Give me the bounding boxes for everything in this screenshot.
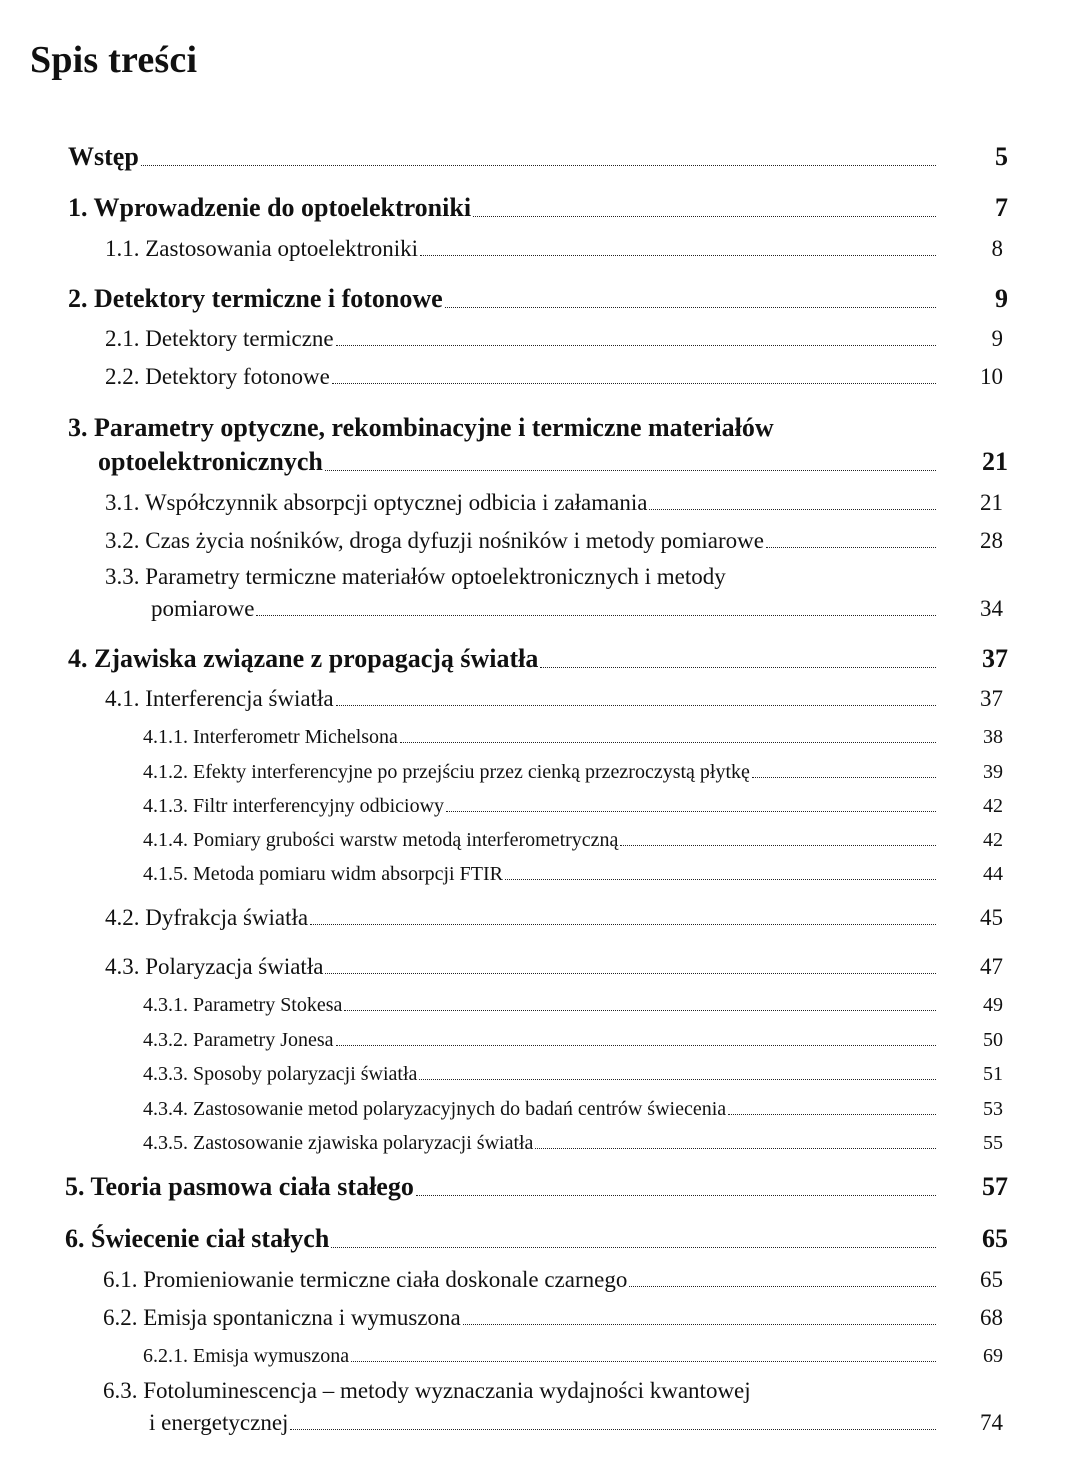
toc-entry[interactable]	[143, 1052, 1003, 1086]
leader-dots	[620, 845, 936, 846]
leader-dots	[344, 1010, 936, 1011]
leader-dots	[629, 1286, 936, 1287]
toc-entry[interactable]	[143, 1121, 1003, 1155]
toc-entry[interactable]	[143, 750, 1003, 784]
toc-entry[interactable]	[103, 1259, 1003, 1293]
toc-page-number: 69	[983, 1345, 1003, 1367]
toc-page-number: 65	[980, 1267, 1003, 1292]
leader-dots	[336, 1045, 936, 1046]
leader-dots	[336, 705, 936, 706]
toc-entry-label: 4.3. Polaryzacja światła	[105, 954, 324, 979]
toc-page-number: 42	[983, 795, 1003, 817]
toc-entry-label-line1: 6.3. Fotoluminescencja – metody wyznaczania wydajności kwantowej	[103, 1378, 751, 1403]
toc-page-number: 50	[983, 1029, 1003, 1051]
toc-entry-label: optoelektronicznych	[98, 447, 323, 476]
toc-page-number: 55	[983, 1132, 1003, 1154]
toc-page-number: 10	[980, 364, 1003, 389]
leader-dots	[332, 383, 936, 384]
toc-entry-label: 2.1. Detektory termiczne	[105, 326, 334, 351]
toc-entry[interactable]	[105, 228, 1003, 262]
leader-dots	[649, 509, 936, 510]
toc-entry[interactable]	[105, 564, 1003, 622]
toc-page-number: 51	[983, 1063, 1003, 1085]
toc-page-number: 7	[995, 193, 1008, 222]
leader-dots	[325, 470, 936, 471]
toc-entry-label: 4.1. Interferencja światła	[105, 686, 334, 711]
toc-page-number: 38	[983, 726, 1003, 748]
toc-entry-label-line1: 3.3. Parametry termiczne materiałów optoelektronicznych i metody	[105, 564, 726, 589]
toc-page-number: 21	[982, 447, 1008, 476]
toc-entry[interactable]	[143, 852, 1003, 886]
toc-page-number: 42	[983, 829, 1003, 851]
toc-entry-label: 4.3.5. Zastosowanie zjawiska polaryzacji światła	[143, 1132, 534, 1154]
leader-dots	[445, 307, 936, 308]
leader-dots	[325, 973, 936, 974]
toc-entry[interactable]	[68, 280, 1008, 314]
toc-entry-label: 6.1. Promieniowanie termiczne ciała doskonale czarnego	[103, 1267, 628, 1292]
toc-entry[interactable]	[68, 138, 1008, 172]
leader-dots	[752, 777, 936, 778]
toc-entry[interactable]	[105, 356, 1003, 390]
toc-page-number: 57	[982, 1172, 1008, 1201]
leader-dots	[505, 879, 936, 880]
toc-page-number: 8	[991, 236, 1003, 261]
toc-entry-label: 1.1. Zastosowania optoelektroniki	[105, 236, 418, 261]
toc-page-number: 44	[983, 863, 1003, 885]
toc-entry-label: 5. Teoria pasmowa ciała stałego	[65, 1172, 414, 1201]
toc-page-number: 37	[980, 686, 1003, 711]
toc-entry[interactable]	[65, 1168, 1008, 1202]
toc-entry[interactable]	[143, 983, 1003, 1017]
toc-entry-label: 6.2.1. Emisja wymuszona	[143, 1345, 350, 1367]
toc-entry-label: 6. Świecenie ciał stałych	[65, 1224, 330, 1253]
toc-entry[interactable]	[103, 1297, 1003, 1331]
toc-page-number: 39	[983, 761, 1003, 783]
toc-page-number: 45	[980, 905, 1003, 930]
toc-entry-label-line1: 3. Parametry optyczne, rekombinacyjne i termiczne materiałów	[68, 413, 774, 442]
toc-entry-label: 2. Detektory termiczne i fotonowe	[68, 284, 443, 313]
toc-entry[interactable]	[105, 897, 1003, 931]
leader-dots	[331, 1247, 936, 1248]
leader-dots	[728, 1114, 936, 1115]
toc-entry-label: 4.1.4. Pomiary grubości warstw metodą interferometryczną	[143, 829, 619, 851]
toc-entry-label: pomiarowe	[151, 596, 255, 621]
leader-dots	[535, 1148, 936, 1149]
leader-dots	[351, 1361, 936, 1362]
toc-entry[interactable]	[105, 520, 1003, 554]
leader-dots	[463, 1324, 936, 1325]
leader-dots	[766, 547, 936, 548]
leader-dots	[416, 1195, 936, 1196]
toc-entry[interactable]	[143, 715, 1003, 749]
leader-dots	[336, 345, 936, 346]
toc-entry[interactable]	[105, 678, 1003, 712]
page-title: Spis treści	[30, 39, 198, 81]
leader-dots	[446, 811, 936, 812]
leader-dots	[310, 924, 936, 925]
toc-entry[interactable]	[143, 1087, 1003, 1121]
toc-page-number: 34	[980, 596, 1003, 621]
toc-entry[interactable]	[103, 1378, 1003, 1436]
toc-entry-label: 4.3.1. Parametry Stokesa	[143, 994, 343, 1016]
toc-page-number: 9	[995, 284, 1008, 313]
toc-entry[interactable]	[65, 1220, 1008, 1254]
toc-page-number: 53	[983, 1098, 1003, 1120]
leader-dots	[400, 742, 936, 743]
toc-entry-label: 1. Wprowadzenie do optoelektroniki	[68, 193, 472, 222]
toc-entry[interactable]	[143, 1018, 1003, 1052]
toc-entry-label: 4.1.5. Metoda pomiaru widm absorpcji FTIR	[143, 863, 503, 885]
toc-entry[interactable]	[68, 640, 1008, 674]
toc-page-number: 9	[991, 326, 1003, 351]
toc-entry[interactable]	[105, 482, 1003, 516]
leader-dots	[473, 216, 936, 217]
toc-page-number: 21	[980, 490, 1003, 515]
leader-dots	[290, 1429, 936, 1430]
toc-entry-label: 4.1.2. Efekty interferencyjne po przejściu przez cienką przezroczystą płytkę	[143, 761, 750, 783]
toc-page-number: 49	[983, 994, 1003, 1016]
leader-dots	[141, 165, 936, 166]
toc-entry-label: 4.1.1. Interferometr Michelsona	[143, 726, 398, 748]
toc-entry[interactable]	[105, 946, 1003, 980]
toc-entry[interactable]	[143, 784, 1003, 818]
toc-page-number: 37	[982, 644, 1008, 673]
toc-entry-label: 4.2. Dyfrakcja światła	[105, 905, 309, 930]
toc-page-number: 74	[980, 1410, 1003, 1435]
toc-entry[interactable]	[68, 189, 1008, 223]
toc-entry-label: 3.1. Współczynnik absorpcji optycznej odbicia i załamania	[105, 490, 648, 515]
toc-entry[interactable]	[143, 818, 1003, 852]
toc-entry[interactable]	[68, 413, 1008, 477]
leader-dots	[420, 255, 936, 256]
toc-page-number: 5	[995, 142, 1008, 171]
toc-page-number: 47	[980, 954, 1003, 979]
toc-page-number: 68	[980, 1305, 1003, 1330]
toc-entry-label: 4.1.3. Filtr interferencyjny odbiciowy	[143, 795, 445, 817]
toc-entry-label: 4.3.4. Zastosowanie metod polaryzacyjnych do badań centrów świecenia	[143, 1098, 727, 1120]
toc-page-number: 65	[982, 1224, 1008, 1253]
toc-page-number: 28	[980, 528, 1003, 553]
leader-dots	[419, 1079, 936, 1080]
toc-entry-label: 6.2. Emisja spontaniczna i wymuszona	[103, 1305, 461, 1330]
toc-entry-label: 2.2. Detektory fotonowe	[105, 364, 330, 389]
toc-entry-label: 3.2. Czas życia nośników, droga dyfuzji nośników i metody pomiarowe	[105, 528, 764, 553]
toc-entry-label: Wstęp	[68, 142, 139, 171]
toc-entry-label: 4.3.3. Sposoby polaryzacji światła	[143, 1063, 418, 1085]
toc-entry[interactable]	[143, 1334, 1003, 1368]
leader-dots	[540, 667, 936, 668]
toc-entry-label: 4. Zjawiska związane z propagacją światła	[68, 644, 539, 673]
toc-entry[interactable]	[105, 318, 1003, 352]
toc-entry-label: 4.3.2. Parametry Jonesa	[143, 1029, 334, 1051]
leader-dots	[256, 615, 936, 616]
toc-entry-label: i energetycznej	[149, 1410, 289, 1435]
